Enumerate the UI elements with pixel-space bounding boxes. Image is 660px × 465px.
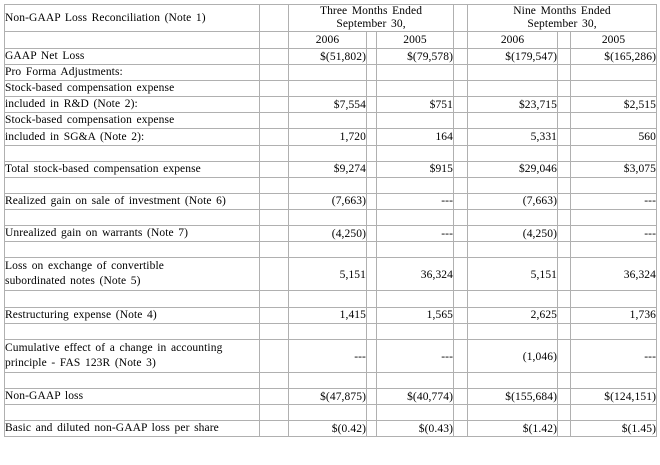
- gutter-cell: [260, 113, 289, 129]
- spacer-value-0: [289, 372, 367, 388]
- non-gaap-loss-per-share-value-3: $(1.45): [571, 421, 657, 437]
- unrealized-gain-label: [5, 226, 260, 242]
- gutter-cell: [260, 405, 289, 421]
- realized-gain-label: [5, 193, 260, 209]
- gutter-cell: [454, 65, 468, 81]
- table-row-total-sbc: [5, 161, 657, 177]
- gaap-net-loss-value-2: $(179,547): [468, 49, 558, 65]
- table-row-loss-exchange-notes: [5, 258, 657, 291]
- restructuring-value-0: 1,415: [289, 307, 367, 323]
- gutter-cell: [558, 405, 571, 421]
- sbc-rd-caption-label: [5, 81, 260, 97]
- col-group-three-months-line2: September 30,: [336, 18, 406, 30]
- table-row-sbc-sga: [5, 129, 657, 145]
- table-row-sbc-rd: [5, 97, 657, 113]
- gutter-cell: [454, 193, 468, 209]
- gutter-cell: [367, 372, 377, 388]
- table-row-sbc-sga-caption: [5, 113, 657, 129]
- gutter-cell: [558, 388, 571, 404]
- unrealized-gain-value-3: ---: [571, 226, 657, 242]
- spacer-value-2: [468, 145, 558, 161]
- realized-gain-value-3: ---: [571, 193, 657, 209]
- gutter-cell: [558, 129, 571, 145]
- pro-forma-adjustments-label-line1: Pro Forma Adjustments:: [5, 66, 123, 79]
- loss-exchange-notes-value-1: 36,324: [377, 258, 454, 291]
- gutter-cell: [558, 323, 571, 339]
- pro-forma-adjustments-value-3: [571, 65, 657, 81]
- gutter-cell: [367, 161, 377, 177]
- non-gaap-reconciliation-table: [4, 4, 657, 437]
- loss-exchange-notes-label: [5, 258, 260, 291]
- gutter-cell: [260, 421, 289, 437]
- non-gaap-loss-per-share-value-1: $(0.43): [377, 421, 454, 437]
- gutter-cell: [454, 209, 468, 225]
- sbc-sga-value-3: 560: [571, 129, 657, 145]
- sbc-rd-value-3: $2,515: [571, 97, 657, 113]
- spacer-value-1: [377, 323, 454, 339]
- spacer-value-1: [377, 145, 454, 161]
- gutter-cell: [558, 339, 571, 372]
- total-sbc-value-2: $29,046: [468, 161, 558, 177]
- table-row-spacer: [5, 209, 657, 225]
- gutter-cell: [558, 226, 571, 242]
- gutter-cell: [454, 372, 468, 388]
- cumulative-effect-label-line1: Cumulative effect of a change in accounting: [5, 341, 223, 354]
- non-gaap-loss-value-2: $(155,684): [468, 388, 558, 404]
- gutter-cell: [260, 226, 289, 242]
- gutter-cell: [454, 177, 468, 193]
- gutter-cell: [367, 291, 377, 307]
- sbc-sga-label-line1: included in SG&A (Note 2):: [5, 130, 145, 143]
- total-sbc-label: [5, 161, 260, 177]
- table-row-realized-gain: [5, 193, 657, 209]
- gutter-cell: [367, 226, 377, 242]
- total-sbc-value-0: $9,274: [289, 161, 367, 177]
- col-group-nine-months-line2: September 30,: [527, 18, 597, 30]
- non-gaap-loss-value-0: $(47,875): [289, 388, 367, 404]
- spacer-value-0: [289, 209, 367, 225]
- gutter-cell: [260, 129, 289, 145]
- gutter-cell: [367, 113, 377, 129]
- gutter-cell: [558, 209, 571, 225]
- pro-forma-adjustments-value-1: [377, 65, 454, 81]
- gutter-cell: [558, 258, 571, 291]
- table-row-restructuring: [5, 307, 657, 323]
- gutter-cell: [260, 209, 289, 225]
- gutter-cell: [367, 405, 377, 421]
- realized-gain-value-1: ---: [377, 193, 454, 209]
- gutter-cell: [260, 5, 289, 32]
- gutter-cell: [367, 388, 377, 404]
- realized-gain-label-line1: Realized gain on sale of investment (Note 6): [5, 194, 226, 207]
- spacer-value-3: [571, 145, 657, 161]
- sbc-sga-value-0: 1,720: [289, 129, 367, 145]
- spacer-value-3: [571, 405, 657, 421]
- gutter-cell: [558, 372, 571, 388]
- loss-exchange-notes-label-line2: subordinated notes (Note 5): [5, 275, 141, 288]
- year-header-9mo-2005: 2005: [571, 32, 657, 49]
- gutter-cell: [367, 242, 377, 258]
- gutter-cell: [454, 307, 468, 323]
- spacer-value-2: [468, 177, 558, 193]
- gutter-cell: [260, 323, 289, 339]
- gutter-cell: [367, 129, 377, 145]
- sbc-sga-label: [5, 129, 260, 145]
- gutter-cell: [454, 129, 468, 145]
- gutter-cell: [367, 81, 377, 97]
- gutter-cell: [260, 339, 289, 372]
- gutter-cell: [558, 65, 571, 81]
- col-group-nine-months-line1: Nine Months Ended: [513, 5, 611, 17]
- spacer-value-3: [571, 372, 657, 388]
- gutter-cell: [558, 113, 571, 129]
- gutter-cell: [454, 5, 468, 32]
- sbc-rd-label: [5, 97, 260, 113]
- gutter-cell: [558, 291, 571, 307]
- gutter-cell: [367, 209, 377, 225]
- sbc-rd-caption-value-3: [571, 81, 657, 97]
- cumulative-effect-value-0: ---: [289, 339, 367, 372]
- gutter-cell: [558, 81, 571, 97]
- gutter-cell: [558, 32, 571, 49]
- spacer-label: [5, 372, 260, 388]
- loss-exchange-notes-label-line1: Loss on exchange of convertible: [5, 260, 164, 273]
- sbc-rd-value-0: $7,554: [289, 97, 367, 113]
- spacer-value-3: [571, 177, 657, 193]
- unrealized-gain-value-1: ---: [377, 226, 454, 242]
- gutter-cell: [454, 113, 468, 129]
- gaap-net-loss-value-1: $(79,578): [377, 49, 454, 65]
- loss-exchange-notes-value-2: 5,151: [468, 258, 558, 291]
- restructuring-value-1: 1,565: [377, 307, 454, 323]
- gaap-net-loss-value-3: $(165,286): [571, 49, 657, 65]
- spacer-value-0: [289, 291, 367, 307]
- gutter-cell: [367, 421, 377, 437]
- spacer-value-0: [289, 242, 367, 258]
- gutter-cell: [454, 405, 468, 421]
- table-row-unrealized-gain: [5, 226, 657, 242]
- table-row-non-gaap-loss-per-share: [5, 421, 657, 437]
- gutter-cell: [454, 49, 468, 65]
- pro-forma-adjustments-value-2: [468, 65, 558, 81]
- gutter-cell: [260, 291, 289, 307]
- realized-gain-value-0: (7,663): [289, 193, 367, 209]
- gutter-cell: [260, 193, 289, 209]
- sbc-sga-value-1: 164: [377, 129, 454, 145]
- gutter-cell: [454, 145, 468, 161]
- total-sbc-value-3: $3,075: [571, 161, 657, 177]
- pro-forma-adjustments-value-0: [289, 65, 367, 81]
- table-row-spacer: [5, 177, 657, 193]
- gutter-cell: [558, 242, 571, 258]
- gutter-cell: [558, 307, 571, 323]
- spacer-value-1: [377, 209, 454, 225]
- gutter-cell: [558, 97, 571, 113]
- sbc-sga-value-2: 5,331: [468, 129, 558, 145]
- header-row-years: [5, 32, 657, 49]
- restructuring-label-line1: Restructuring expense (Note 4): [5, 308, 157, 321]
- table-row-spacer: [5, 372, 657, 388]
- table-row-pro-forma-adjustments: [5, 65, 657, 81]
- total-sbc-label-line1: Total stock-based compensation expense: [5, 162, 201, 175]
- cumulative-effect-label-line2: principle - FAS 123R (Note 3): [5, 356, 156, 369]
- spacer-value-1: [377, 177, 454, 193]
- non-gaap-loss-label: [5, 388, 260, 404]
- spacer-value-2: [468, 372, 558, 388]
- year-header-9mo-2006: 2006: [468, 32, 558, 49]
- gutter-cell: [260, 242, 289, 258]
- table-row-non-gaap-loss: [5, 388, 657, 404]
- gutter-cell: [454, 421, 468, 437]
- gutter-cell: [558, 145, 571, 161]
- non-gaap-loss-label-line1: Non-GAAP loss: [5, 390, 84, 403]
- gutter-cell: [260, 161, 289, 177]
- gutter-cell: [454, 97, 468, 113]
- spacer-value-2: [468, 291, 558, 307]
- gutter-cell: [260, 388, 289, 404]
- loss-exchange-notes-value-3: 36,324: [571, 258, 657, 291]
- spacer-value-1: [377, 372, 454, 388]
- sbc-rd-caption-value-1: [377, 81, 454, 97]
- non-gaap-loss-per-share-value-2: $(1.42): [468, 421, 558, 437]
- spacer-value-2: [468, 323, 558, 339]
- gutter-cell: [454, 291, 468, 307]
- sbc-rd-caption-label-line1: Stock-based compensation expense: [5, 82, 175, 95]
- table-row-sbc-rd-caption: [5, 81, 657, 97]
- spacer-value-3: [571, 242, 657, 258]
- gaap-net-loss-value-0: $(51,802): [289, 49, 367, 65]
- table-row-cumulative-effect: [5, 339, 657, 372]
- sbc-sga-caption-value-1: [377, 113, 454, 129]
- spacer-value-0: [289, 177, 367, 193]
- gutter-cell: [260, 65, 289, 81]
- sbc-sga-caption-label-line1: Stock-based compensation expense: [5, 114, 175, 127]
- table-row-spacer: [5, 405, 657, 421]
- spacer-label: [5, 209, 260, 225]
- gutter-cell: [367, 49, 377, 65]
- gutter-cell: [260, 97, 289, 113]
- gutter-cell: [454, 32, 468, 49]
- sbc-sga-caption-label: [5, 113, 260, 129]
- gutter-cell: [260, 81, 289, 97]
- table-row-spacer: [5, 323, 657, 339]
- gutter-cell: [367, 65, 377, 81]
- gutter-cell: [367, 97, 377, 113]
- cumulative-effect-value-3: ---: [571, 339, 657, 372]
- spacer-label: [5, 323, 260, 339]
- table-title: Non-GAAP Loss Reconciliation (Note 1): [5, 5, 260, 32]
- total-sbc-value-1: $915: [377, 161, 454, 177]
- gutter-cell: [558, 193, 571, 209]
- non-gaap-loss-per-share-value-0: $(0.42): [289, 421, 367, 437]
- sbc-sga-caption-value-0: [289, 113, 367, 129]
- gutter-cell: [367, 32, 377, 49]
- restructuring-value-3: 1,736: [571, 307, 657, 323]
- unrealized-gain-value-2: (4,250): [468, 226, 558, 242]
- pro-forma-adjustments-label: [5, 65, 260, 81]
- gutter-cell: [558, 421, 571, 437]
- sbc-sga-caption-value-3: [571, 113, 657, 129]
- year-header-3mo-2006: 2006: [289, 32, 367, 49]
- gutter-cell: [558, 49, 571, 65]
- non-gaap-loss-per-share-label-line1: Basic and diluted non-GAAP loss per share: [5, 422, 219, 435]
- spacer-value-3: [571, 323, 657, 339]
- non-gaap-loss-value-1: $(40,774): [377, 388, 454, 404]
- unrealized-gain-value-0: (4,250): [289, 226, 367, 242]
- non-gaap-loss-value-3: $(124,151): [571, 388, 657, 404]
- loss-exchange-notes-value-0: 5,151: [289, 258, 367, 291]
- gaap-net-loss-label-line1: GAAP Net Loss: [5, 50, 85, 63]
- gutter-cell: [454, 323, 468, 339]
- gutter-cell: [454, 242, 468, 258]
- spacer-value-1: [377, 291, 454, 307]
- sbc-rd-caption-value-0: [289, 81, 367, 97]
- restructuring-label: [5, 307, 260, 323]
- gutter-cell: [260, 258, 289, 291]
- sbc-rd-caption-value-2: [468, 81, 558, 97]
- spacer-label: [5, 405, 260, 421]
- gutter-cell: [454, 226, 468, 242]
- col-group-three-months: [289, 5, 454, 32]
- gutter-cell: [454, 81, 468, 97]
- cumulative-effect-value-1: ---: [377, 339, 454, 372]
- gutter-cell: [260, 32, 289, 49]
- gutter-cell: [367, 323, 377, 339]
- spacer-value-2: [468, 209, 558, 225]
- col-group-nine-months: [468, 5, 657, 32]
- gutter-cell: [558, 177, 571, 193]
- sbc-rd-value-1: $751: [377, 97, 454, 113]
- gutter-cell: [260, 49, 289, 65]
- table-row-spacer: [5, 291, 657, 307]
- sbc-rd-label-line1: included in R&D (Note 2):: [5, 98, 138, 111]
- header-row-periods: [5, 5, 657, 32]
- spacer-value-2: [468, 405, 558, 421]
- spacer-value-0: [289, 323, 367, 339]
- year-header-3mo-2005: 2005: [377, 32, 454, 49]
- cumulative-effect-label: [5, 339, 260, 372]
- gutter-cell: [558, 161, 571, 177]
- gutter-cell: [454, 258, 468, 291]
- gutter-cell: [260, 307, 289, 323]
- table-row-spacer: [5, 145, 657, 161]
- sbc-sga-caption-value-2: [468, 113, 558, 129]
- table-row-spacer: [5, 242, 657, 258]
- realized-gain-value-2: (7,663): [468, 193, 558, 209]
- spacer-value-0: [289, 145, 367, 161]
- spacer-label: [5, 177, 260, 193]
- gutter-cell: [367, 177, 377, 193]
- non-gaap-loss-per-share-label: [5, 421, 260, 437]
- spacer-label: [5, 242, 260, 258]
- spacer-value-0: [289, 405, 367, 421]
- spacer-value-1: [377, 405, 454, 421]
- gutter-cell: [367, 307, 377, 323]
- table-row-gaap-net-loss: [5, 49, 657, 65]
- gutter-cell: [454, 339, 468, 372]
- spacer-value-2: [468, 242, 558, 258]
- gutter-cell: [260, 145, 289, 161]
- gutter-cell: [367, 193, 377, 209]
- cumulative-effect-value-2: (1,046): [468, 339, 558, 372]
- gaap-net-loss-label: [5, 49, 260, 65]
- spacer-label: [5, 145, 260, 161]
- gutter-cell: [260, 177, 289, 193]
- empty-label-cell: [5, 32, 260, 49]
- gutter-cell: [454, 388, 468, 404]
- gutter-cell: [260, 372, 289, 388]
- gutter-cell: [454, 161, 468, 177]
- restructuring-value-2: 2,625: [468, 307, 558, 323]
- spacer-value-3: [571, 209, 657, 225]
- spacer-value-1: [377, 242, 454, 258]
- spacer-label: [5, 291, 260, 307]
- gutter-cell: [367, 339, 377, 372]
- col-group-three-months-line1: Three Months Ended: [319, 5, 423, 17]
- sbc-rd-value-2: $23,715: [468, 97, 558, 113]
- gutter-cell: [367, 145, 377, 161]
- spacer-value-3: [571, 291, 657, 307]
- unrealized-gain-label-line1: Unrealized gain on warrants (Note 7): [5, 227, 189, 240]
- gutter-cell: [367, 258, 377, 291]
